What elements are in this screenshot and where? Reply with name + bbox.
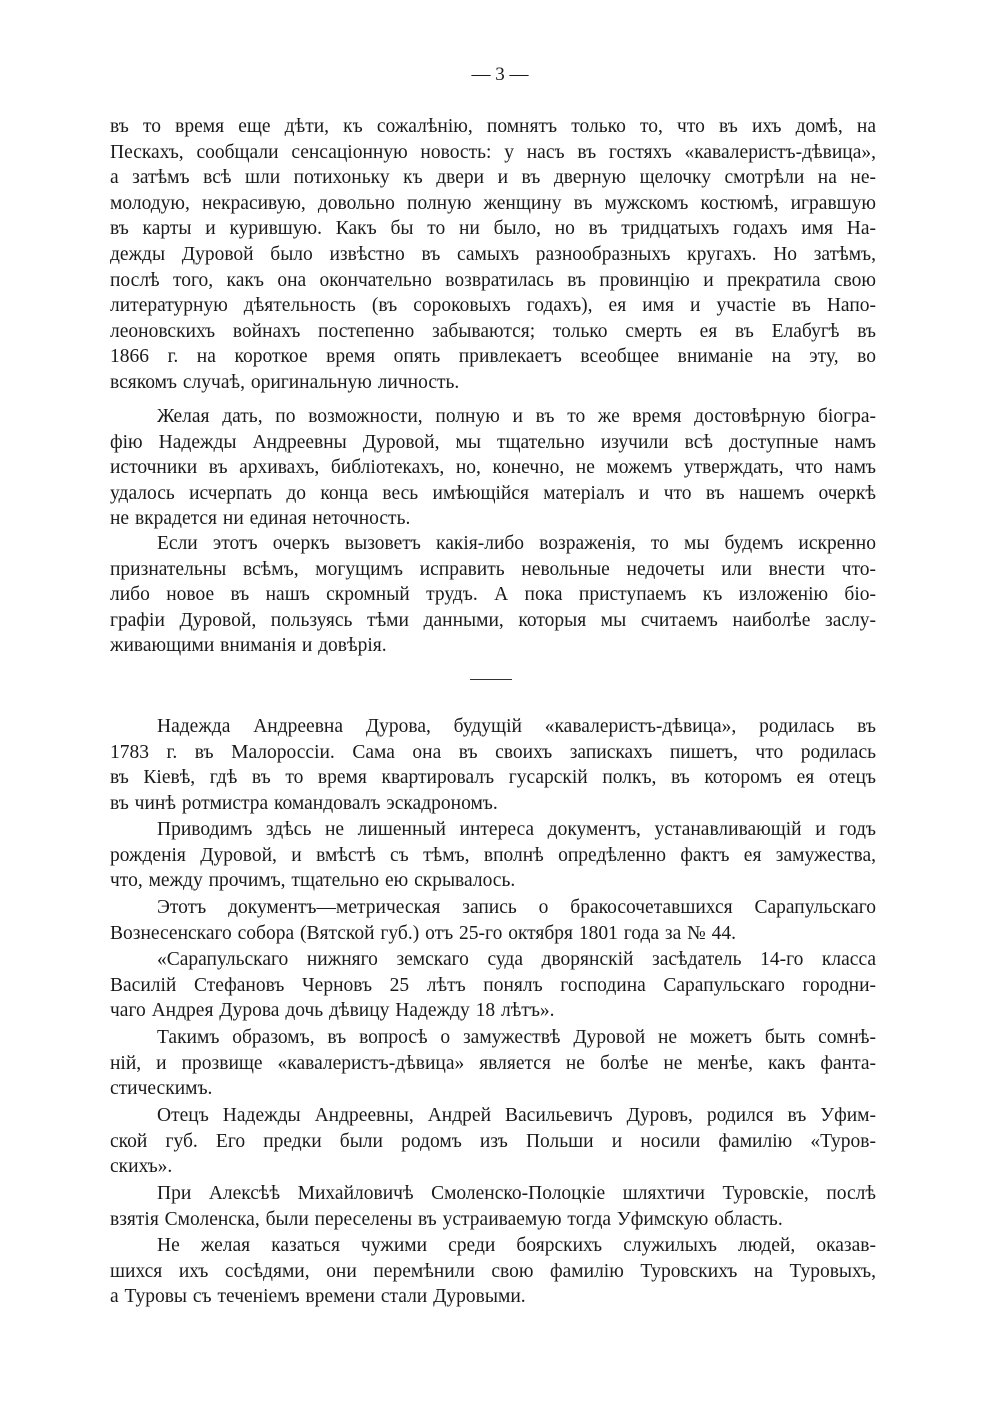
paragraph: [110, 947, 876, 1024]
text-line: дежды Дуровой было извѣстно въ самыхъ разнообразныхъ кругахъ. Но затѣмъ,: [110, 243, 876, 265]
text-line: Приводимъ здѣсь не лишенный интереса документъ, устанавливающій и годъ: [157, 819, 876, 840]
paragraph: [110, 1181, 876, 1232]
text-line: рожденія Дуровой, и вмѣстѣ съ тѣмъ, вполнѣ опредѣленно фактъ ея замужества,: [110, 844, 876, 866]
text-line: ской губ. Его предки были родомъ изъ Польши и носили фамилію «Туров-: [110, 1130, 876, 1152]
text-line: а затѣмъ всѣ шли потихоньку къ двери и въ дверную щелочку смотрѣли на не-: [110, 167, 876, 189]
text-line: Василій Стефановъ Черновъ 25 лѣтъ понялъ господина Сарапульскаго городни-: [110, 974, 876, 996]
text-line: ній, и прозвище «кавалеристъ-дѣвица» является не болѣе не менѣе, какъ фанта-: [110, 1052, 876, 1074]
text-line: взятія Смоленска, были переселены въ устраиваемую тогда Уфимскую область.: [110, 1208, 783, 1230]
text-line: Этотъ документъ—метрическая запись о бракосочетавшихся Сарапульскаго: [157, 897, 876, 918]
text-line: скихъ».: [110, 1156, 173, 1178]
paragraph: [110, 1025, 876, 1102]
paragraph: [110, 114, 876, 396]
text-line: фію Надежды Андреевны Дуровой, мы тщательно изучили всѣ доступные намъ: [110, 431, 876, 453]
text-line: шихся ихъ сосѣдями, они перемѣнили свою фамилію Туровскихъ на Туровыхъ,: [110, 1260, 876, 1282]
paragraph: [110, 531, 876, 659]
text-line: не вкрадется ни единая неточность.: [110, 508, 411, 530]
text-line: 1866 г. на короткое время опять привлекаетъ всеобщее вниманіе на эту, во: [110, 346, 876, 368]
page-number: — 3 —: [471, 64, 529, 85]
text-line: литературную дѣятельность (въ сороковыхъ годахъ), ея имя и участіе въ Напо-: [110, 295, 876, 317]
text-line: живающими вниманія и довѣрія.: [110, 635, 387, 657]
text-line: послѣ того, какъ она окончательно возвратилась въ провинцію и прекратила свою: [110, 269, 876, 291]
text-line: въ Кіевѣ, гдѣ въ то время квартировалъ гусарскій полкъ, въ которомъ ея отецъ: [110, 767, 876, 789]
text-line: либо новое въ нашъ скромный трудъ. А пока приступаемъ къ изложенію біо-: [110, 584, 876, 606]
text-line: Пескахъ, сообщали сенсаціонную новость: у насъ въ гостяхъ «кавалеристъ-дѣвица»,: [110, 141, 876, 163]
text-line: удалось исчерпать до конца весь имѣющійся матеріалъ и что въ нашемъ очеркѣ: [110, 482, 876, 504]
paragraph: [110, 895, 876, 946]
text-line: что, между прочимъ, тщательно ею скрывалось.: [110, 870, 516, 892]
text-line: а Туровы съ теченіемъ времени стали Дуровыми.: [110, 1286, 526, 1308]
text-line: Надежда Андреевна Дурова, будущій «кавалеристъ-дѣвица», родилась въ: [157, 716, 876, 737]
text-line: источники въ архивахъ, библіотекахъ, но, конечно, не можемъ утверждать, что намъ: [110, 457, 876, 479]
text-line: въ чинѣ ротмистра командовалъ эскадрономъ.: [110, 792, 498, 814]
text-line: Желая дать, по возможности, полную и въ то же время достовѣрную біогра-: [157, 406, 876, 427]
text-line: стическимъ.: [110, 1078, 213, 1100]
paragraph: [110, 1233, 876, 1310]
text-line: При Алексѣѣ Михайловичѣ Смоленско-Полоцкіе шляхтичи Туровскіе, послѣ: [157, 1183, 876, 1204]
paragraph: [110, 714, 876, 816]
text-line: Отецъ Надежды Андреевны, Андрей Васильевичъ Дуровъ, родился въ Уфим-: [157, 1105, 876, 1126]
text-line: въ карты и курившую. Какъ бы то ни было, но въ тридцатыхъ годахъ имя На-: [110, 218, 876, 240]
text-line: въ то время еще дѣти, къ сожалѣнію, помнятъ только то, что въ ихъ домѣ, на: [110, 116, 876, 137]
text-line: Вознесенскаго собора (Вятской губ.) отъ 25-го октября 1801 года за № 44.: [110, 922, 737, 944]
text-line: Если этотъ очеркъ вызоветъ какія-либо возраженія, то мы будемъ искренно: [157, 533, 876, 554]
section-divider: [470, 679, 512, 680]
text-line: молодую, некрасивую, довольно полную женщину въ мужскомъ костюмѣ, игравшую: [110, 192, 876, 214]
text-line: «Сарапульскаго нижняго земскаго суда дворянскій засѣдатель 14-го класса: [157, 949, 876, 970]
text-line: чаго Андрея Дурова дочь дѣвицу Надежду 18 лѣтъ».: [110, 1000, 555, 1022]
text-line: леоновскихъ войнахъ постепенно забываются; только смерть ея въ Елабугѣ въ: [110, 320, 876, 342]
text-line: Не желая казаться чужими среди боярскихъ служилыхъ людей, оказав-: [157, 1235, 876, 1256]
paragraph: [110, 817, 876, 894]
text-line: Такимъ образомъ, въ вопросѣ о замужествѣ Дуровой не можетъ быть сомнѣ-: [157, 1027, 876, 1048]
paragraph: [110, 404, 876, 532]
text-line: всякомъ случаѣ, оригинальную личность.: [110, 371, 460, 393]
text-line: признательны всѣмъ, могущимъ исправить невольные недочеты или внести что-: [110, 558, 876, 580]
text-line: графіи Дуровой, пользуясь тѣми данными, которыя мы считаемъ наиболѣе заслу-: [110, 609, 876, 631]
paragraph: [110, 1103, 876, 1180]
text-line: 1783 г. въ Малороссіи. Сама она въ своихъ запискахъ пишетъ, что родилась: [110, 741, 876, 763]
